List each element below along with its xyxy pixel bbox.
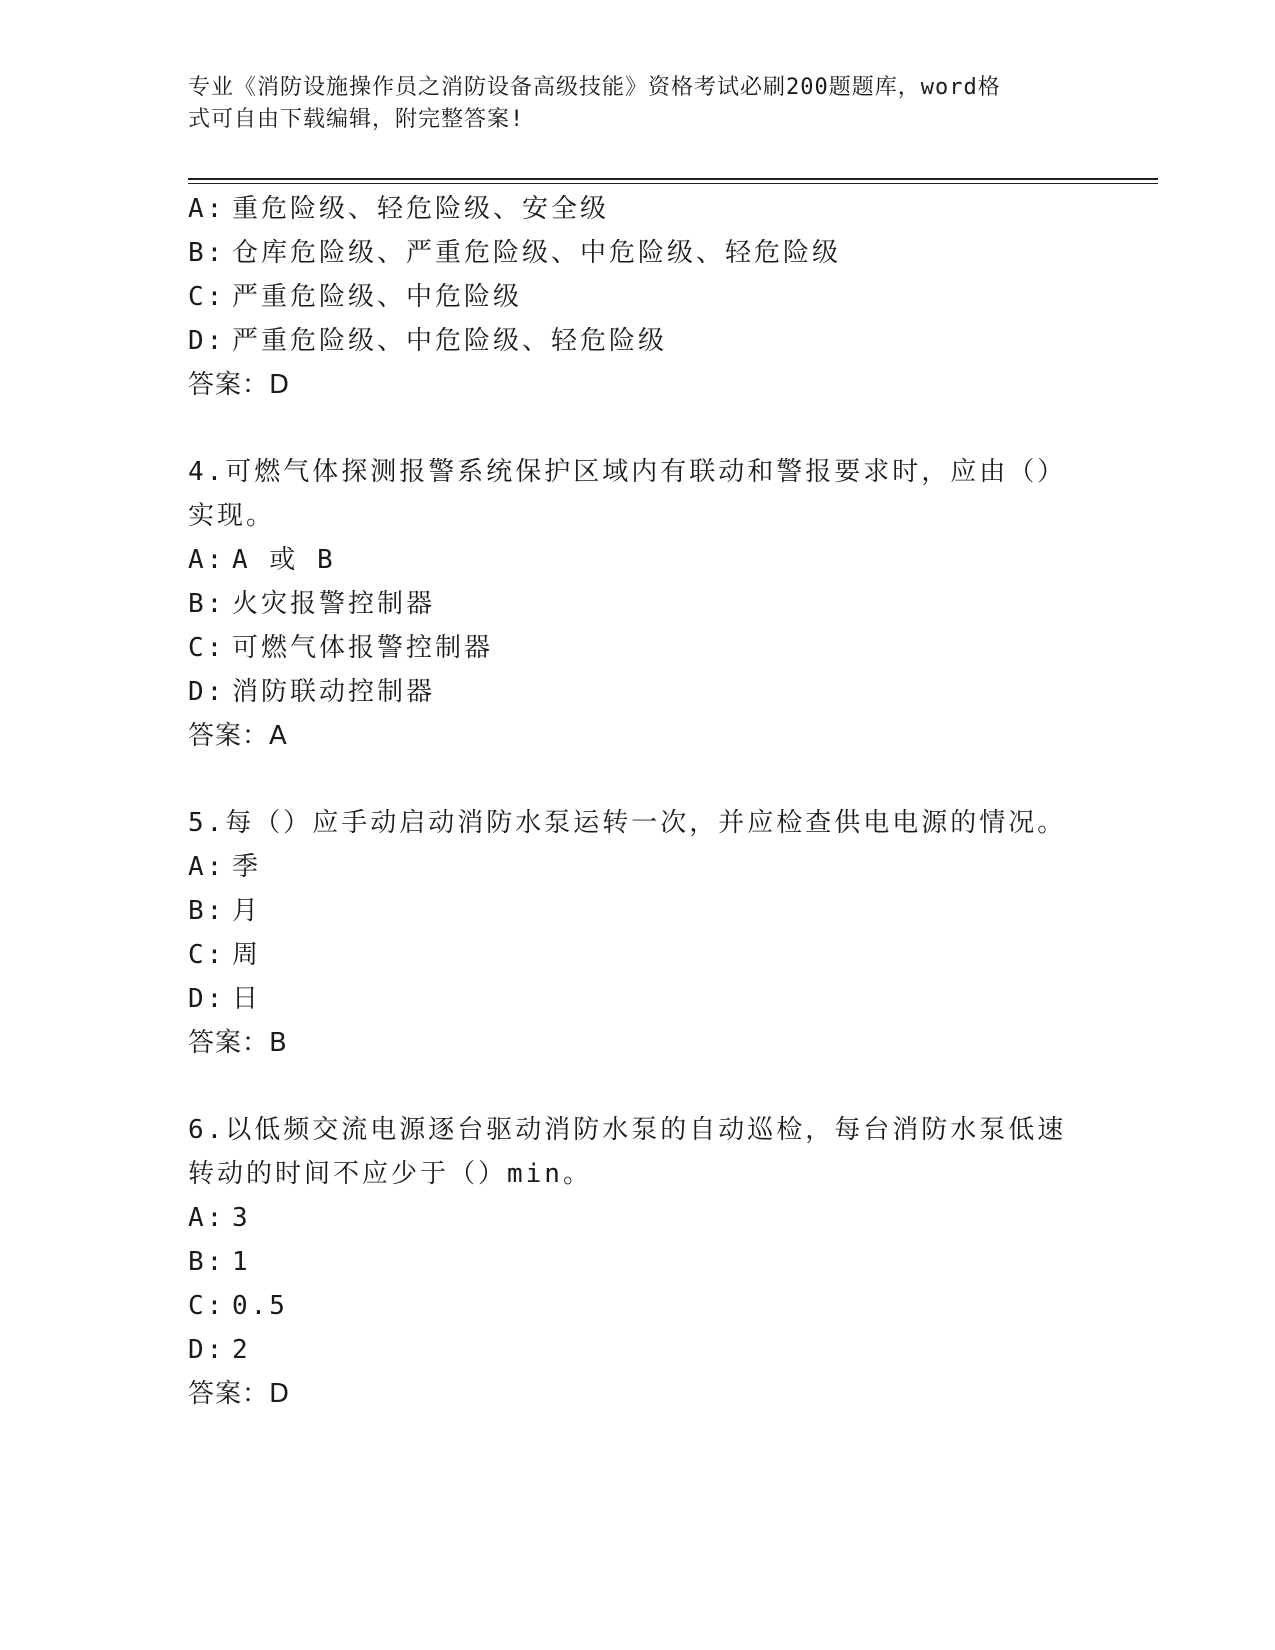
- option-key: D:: [188, 326, 226, 356]
- option-c: [188, 274, 522, 320]
- option-c: [188, 932, 261, 978]
- option-key: B:: [188, 589, 226, 619]
- option-key: A:: [188, 852, 226, 882]
- option-key: B:: [188, 896, 226, 926]
- option-b: [188, 230, 841, 276]
- option-text: 火灾报警控制器: [232, 589, 436, 619]
- option-text: 2: [232, 1335, 251, 1365]
- option-key: C:: [188, 1291, 226, 1321]
- option-key: A:: [188, 545, 226, 575]
- question-stem: 4.可燃气体探测报警系统保护区域内有联动和警报要求时，应由（）: [188, 457, 1067, 487]
- option-text: 严重危险级、中危险级、轻危险级: [232, 326, 668, 356]
- answer-line: 答案：A: [188, 721, 288, 751]
- option-d: [188, 669, 435, 715]
- option-text: 重危险级、轻危险级、安全级: [232, 194, 610, 224]
- option-text: 仓库危险级、严重危险级、中危险级、轻危险级: [232, 238, 842, 268]
- option-text: 0.5: [232, 1291, 288, 1321]
- option-key: C:: [188, 940, 226, 970]
- answer-line: 答案：D: [188, 1379, 291, 1409]
- option-text: 月: [232, 896, 262, 926]
- option-text: 1: [232, 1247, 251, 1277]
- option-key: A:: [188, 194, 226, 224]
- option-b: [188, 888, 261, 934]
- option-key: D:: [188, 984, 226, 1014]
- option-text: 周: [232, 940, 262, 970]
- option-text: 严重危险级、中危险级: [232, 282, 523, 312]
- option-key: B:: [188, 238, 226, 268]
- option-key: C:: [188, 633, 226, 663]
- document-header: [188, 72, 1068, 136]
- header-line-2: 式可自由下载编辑，附完整答案!: [188, 107, 525, 132]
- option-d: [188, 1327, 251, 1373]
- option-a: [188, 537, 336, 583]
- option-text: 日: [232, 984, 262, 1014]
- question-stem: 5.每（）应手动启动消防水泵运转一次，并应检查供电电源的情况。: [188, 808, 1067, 838]
- option-key: A:: [188, 1203, 226, 1233]
- option-text: 消防联动控制器: [232, 677, 436, 707]
- option-b: [188, 581, 435, 627]
- option-d: [188, 318, 667, 364]
- answer-line: 答案：D: [188, 370, 291, 400]
- option-c: [188, 1283, 288, 1329]
- option-a: [188, 1195, 251, 1241]
- option-text: 3: [232, 1203, 251, 1233]
- question-stem: 6.以低频交流电源逐台驱动消防水泵的自动巡检，每台消防水泵低速: [188, 1115, 1067, 1145]
- answer-line: 答案：B: [188, 1028, 288, 1058]
- option-c: [188, 625, 493, 671]
- option-b: [188, 1239, 251, 1285]
- header-rule-thin: [188, 183, 1158, 184]
- option-text: 季: [232, 852, 262, 882]
- question-stem-cont: 实现。: [188, 501, 276, 531]
- header-rule-thick: [188, 178, 1158, 180]
- header-line-1: 专业《消防设施操作员之消防设备高级技能》资格考试必刷200题题库，word格: [188, 75, 1001, 100]
- option-text: A 或 B: [232, 545, 336, 575]
- option-key: D:: [188, 677, 226, 707]
- option-key: D:: [188, 1335, 226, 1365]
- option-a: [188, 186, 609, 232]
- question-stem-cont: 转动的时间不应少于（）min。: [188, 1159, 592, 1189]
- option-a: [188, 844, 261, 890]
- option-key: C:: [188, 282, 226, 312]
- option-text: 可燃气体报警控制器: [232, 633, 494, 663]
- option-key: B:: [188, 1247, 226, 1277]
- option-d: [188, 976, 261, 1022]
